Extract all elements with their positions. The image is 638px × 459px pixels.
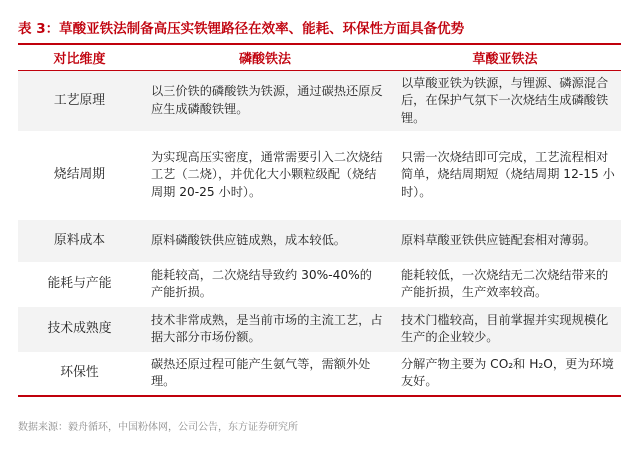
- header-row: [18, 44, 621, 71]
- iron-phosphate-cell: 原料磷酸铁供应链成熟，成本较低。: [141, 220, 389, 262]
- ferrous-oxalate-cell: 分解产物主要为 CO₂和 H₂O，更为环境友好。: [401, 356, 614, 388]
- row-dimension: 能耗与产能: [47, 276, 112, 292]
- ferrous-oxalate-cell: 能耗较低，一次烧结无二次烧结带来的产能折损，生产效率较高。: [401, 267, 609, 299]
- ferrous-oxalate-cell: 技术门槛较高，目前掌握并实现规模化生产的企业较少。: [389, 307, 621, 352]
- table-title: 表 3：草酸亚铁法制备高压实铁锂路径在效率、能耗、环保性方面具备优势: [18, 21, 465, 37]
- iron-phosphate-cell: 碳热还原过程可能产生氨气等，需额外处理。: [151, 356, 371, 388]
- data-source-note: 数据来源：毅舟循环，中国粉体网，公司公告，东方证券研究所: [18, 422, 298, 433]
- table-row: [18, 352, 621, 396]
- ferrous-oxalate-cell: 原料草酸亚铁供应链配套相对薄弱。: [389, 220, 621, 262]
- table-row: [18, 307, 621, 352]
- row-dimension: 技术成熟度: [18, 307, 141, 352]
- table-row: [18, 262, 621, 307]
- iron-phosphate-cell: 技术非常成熟，是当前市场的主流工艺，占据大部分市场份额。: [141, 307, 389, 352]
- header-iron-phosphate-method: 磷酸铁法: [141, 44, 389, 71]
- row-dimension: 环保性: [60, 365, 99, 381]
- iron-phosphate-cell: 能耗较高，二次烧结导致约 30%-40%的产能折损。: [151, 267, 372, 299]
- ferrous-oxalate-cell: 只需一次烧结即可完成，工艺流程相对简单，烧结周期短（烧结周期 12-15 小时）。: [401, 149, 615, 199]
- iron-phosphate-cell: 为实现高压实密度，通常需要引入二次烧结工艺（二烧），并优化大小颗粒级配（烧结周期 20-25 小时）。: [151, 149, 383, 199]
- comparison-table: [18, 43, 621, 397]
- table-row: [18, 71, 621, 131]
- header-ferrous-oxalate-method: 草酸亚铁法: [389, 44, 621, 71]
- table-row: [18, 220, 621, 262]
- table-row: [18, 131, 621, 220]
- iron-phosphate-cell: 以三价铁的磷酸铁为铁源，通过碳热还原反应生成磷酸铁锂。: [141, 71, 389, 131]
- row-dimension: 原料成本: [18, 220, 141, 262]
- header-dimension: 对比维度: [18, 44, 141, 71]
- ferrous-oxalate-cell: 以草酸亚铁为铁源，与锂源、磷源混合后，在保护气氛下一次烧结生成磷酸铁锂。: [389, 71, 621, 131]
- row-dimension: 工艺原理: [18, 71, 141, 131]
- row-dimension: 烧结周期: [53, 167, 106, 183]
